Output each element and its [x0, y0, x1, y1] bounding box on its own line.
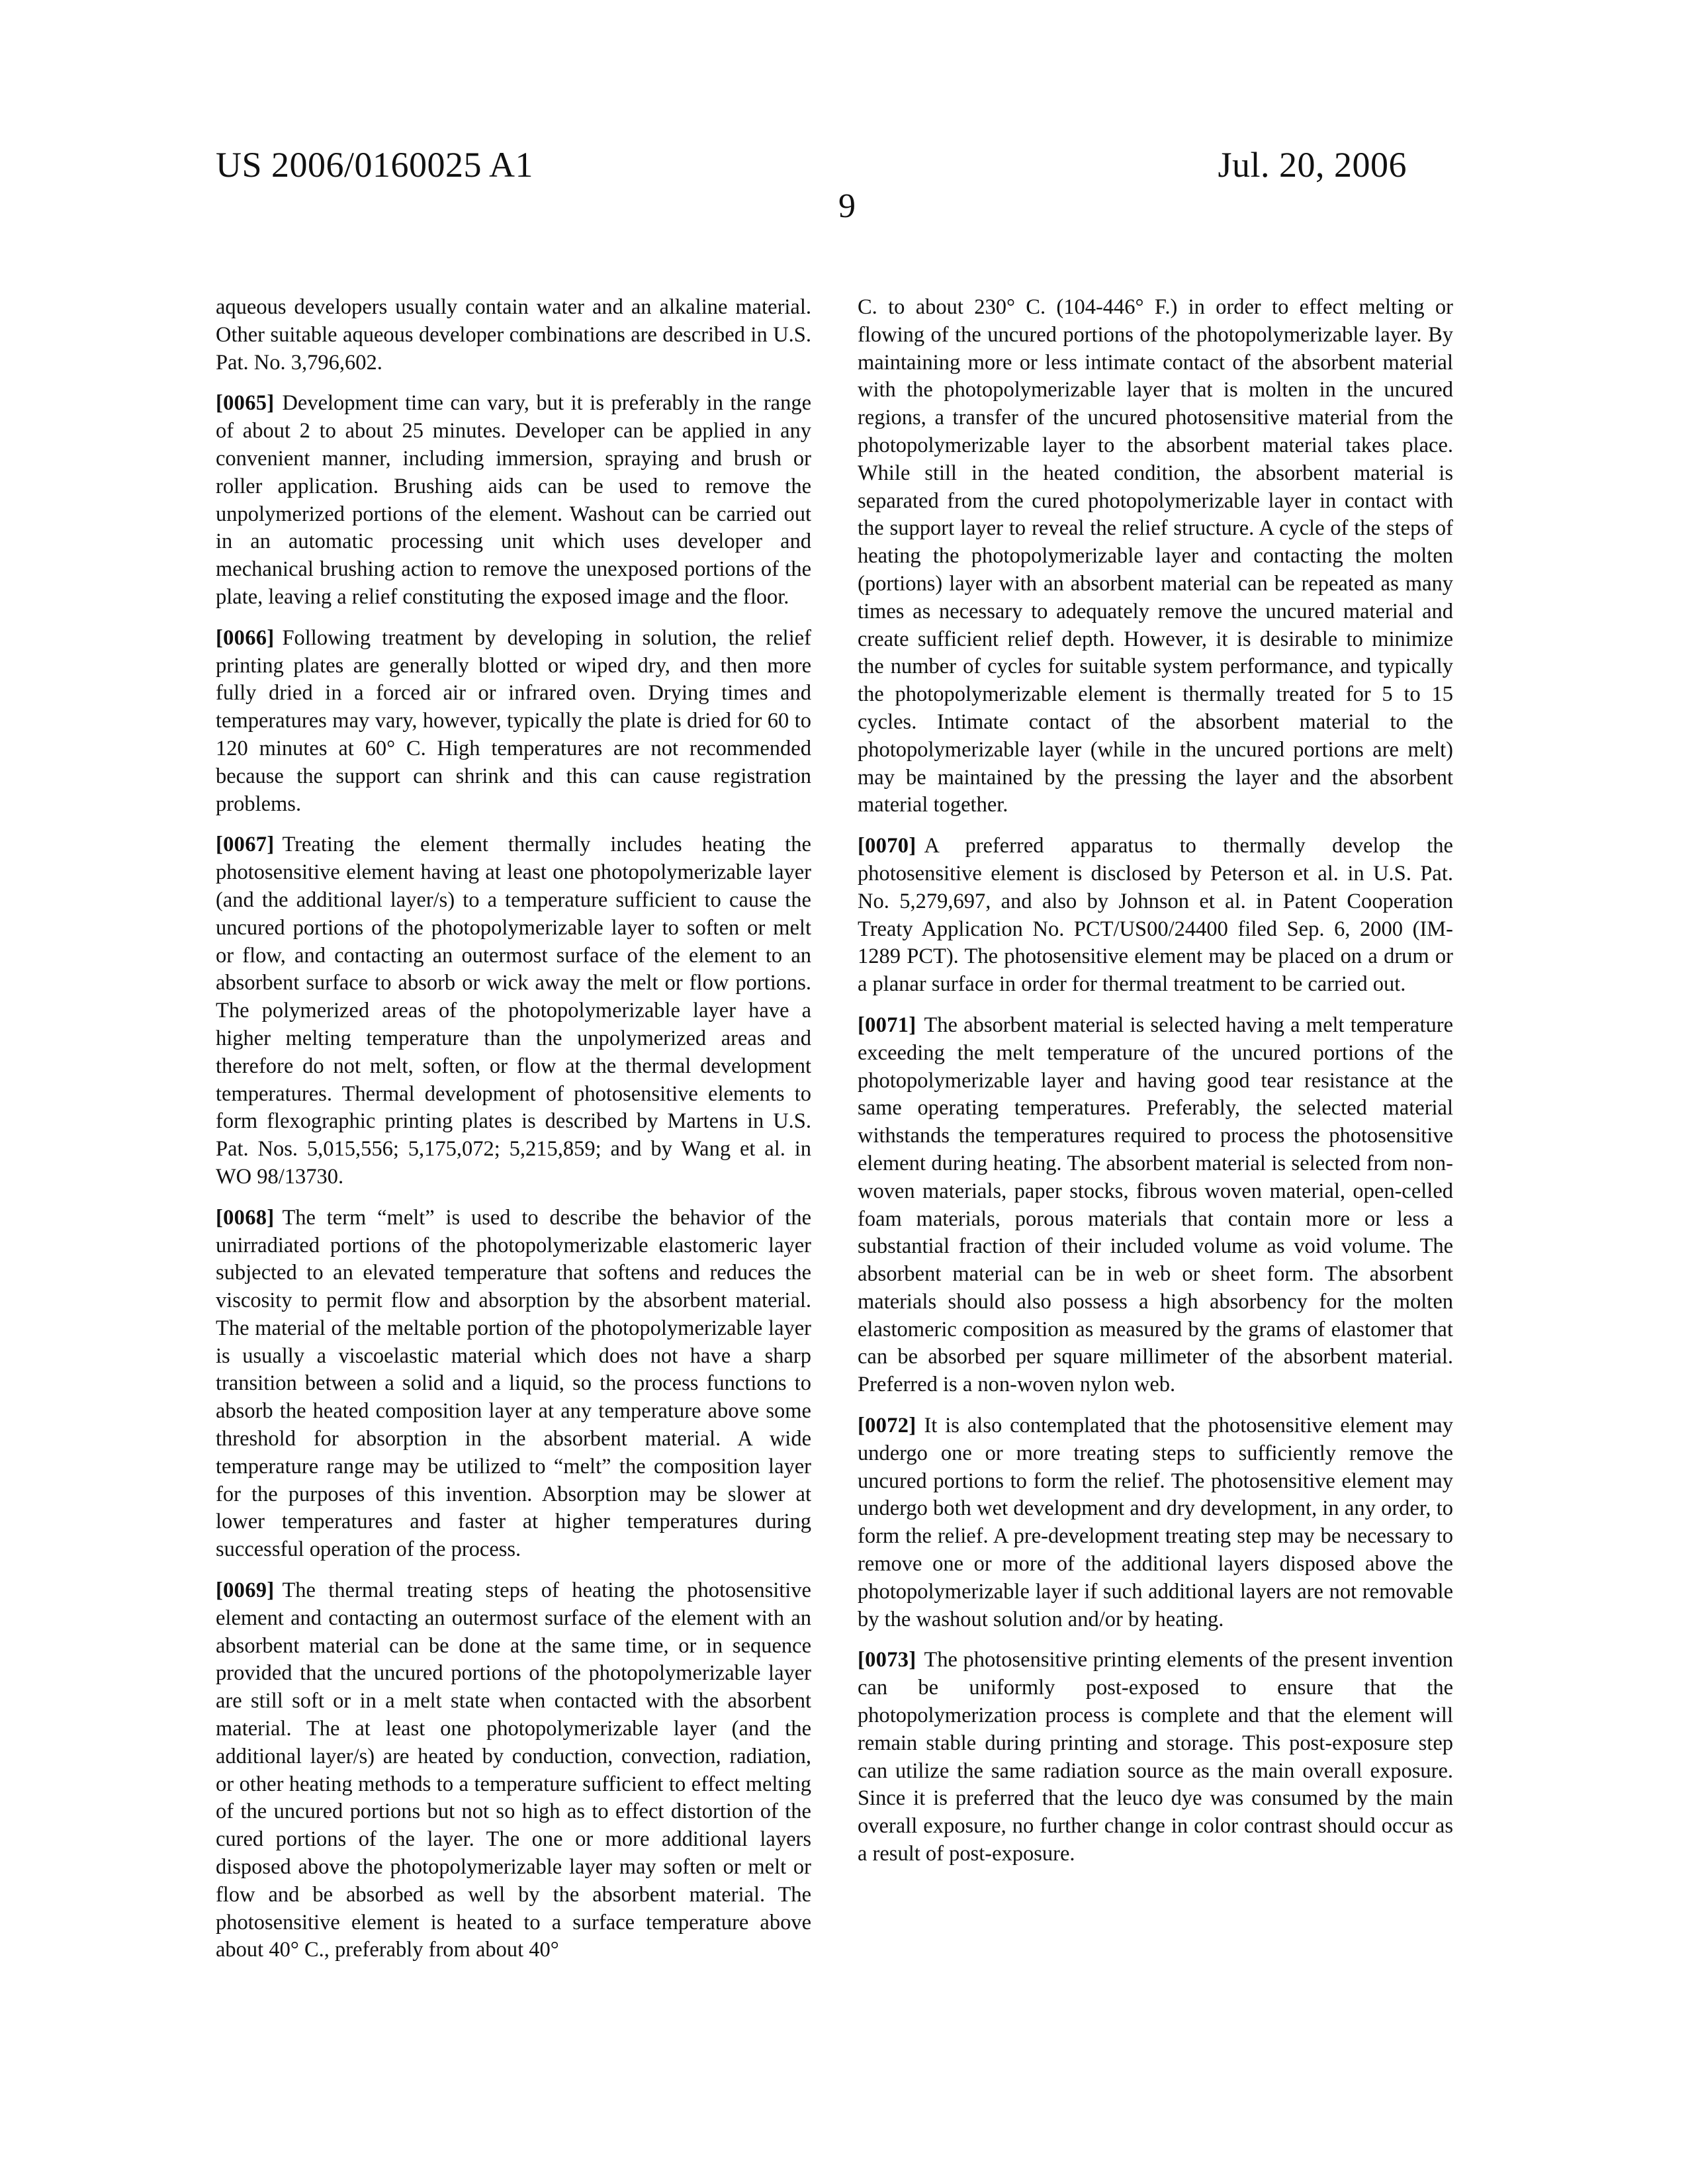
paragraph-0073 — [858, 1647, 1453, 1868]
paragraph-number: [0072] — [858, 1414, 916, 1437]
right-column — [858, 294, 1453, 1882]
publication-date: Jul. 20, 2006 — [1218, 144, 1407, 185]
paragraph-0072 — [858, 1412, 1453, 1633]
paragraph-number: [0071] — [858, 1013, 916, 1037]
paragraph-number: [0066] — [216, 626, 274, 650]
paragraph-0069 — [216, 1577, 811, 1964]
paragraph-text: The absorbent material is selected having a melt temperature exceeding the melt temperature of the uncured portions of the photopolymerizable layer and having good tear resistance at the same operating temperatures. Preferably, the selected material withstands the temperatures required to process the photosensitive element during heating. The absorbent material is selected from non-woven materials, paper stocks, fibrous woven material, open-celled foam materials, porous materials that contain more or less a substantial fraction of their included volume as void volume. The absorbent material can be in web or sheet form. The absorbent materials should also possess a high absorbency for the molten elastomeric composition as measured by the grams of elastomer that can be absorbed per square millimeter of the absorbent material. Preferred is a non-woven nylon web. — [858, 1013, 1453, 1396]
paragraph-text: aqueous developers usually contain water and an alkaline material. Other suitable aqueous developer combinations are described in U.S. Pat. No. 3,796,602. — [216, 295, 811, 375]
paragraph-number: [0068] — [216, 1206, 274, 1230]
paragraph-text: Following treatment by developing in solution, the relief printing plates are generally blotted or wiped dry, and then more fully dried in a forced air or infrared oven. Drying times and temperatures may vary, however, typically the plate is dried for 60 to 120 minutes at 60° C. High temperatures are not recommended because the support can shrink and this can cause registration problems. — [216, 626, 811, 816]
paragraph-number: [0067] — [216, 833, 274, 856]
paragraph-number: [0065] — [216, 391, 274, 415]
paragraph-number: [0073] — [858, 1648, 916, 1672]
paragraph-0068 — [216, 1205, 811, 1564]
paragraph-text: The photosensitive printing elements of the present invention can be uniformly post-exposed to ensure that the photopolymerization process is complete and that the element will remain stable during printing and storage. This post-exposure step can utilize the same radiation source as the main overall exposure. Since it is preferred that the leuco dye was consumed by the main overall exposure, no further change in color contrast should occur as a result of post-exposure. — [858, 1648, 1453, 1866]
paragraph-0065 — [216, 390, 811, 611]
paragraph-text: The thermal treating steps of heating the photosensitive element and contacting an outermost surface of the element with an absorbent material can be done at the same time, or in sequence provided that the uncured portions of the photopolymerizable layer are still soft or in a melt state when contacted with the absorbent material. The at least one photopolymerizable layer (and the additional layer/s) are heated by conduction, convection, radiation, or other heating methods to a temperature sufficient to effect melting of the uncured portions but not so high as to effect distortion of the cured portions of the layer. The one or more additional layers disposed above the photopolymerizable layer may soften or melt or flow and be absorbed as well by the absorbent material. The photosensitive element is heated to a surface temperature above about 40° C., preferably from about 40° — [216, 1578, 811, 1962]
paragraph-text: Treating the element thermally includes heating the photosensitive element having at least one photopolymerizable layer (and the additional layer/s) to a temperature sufficient to cause the uncured portions of the photopolymerizable layer to soften or melt or flow, and contacting an outermost surface of the element to an absorbent surface to absorb or wick away the melt or flow portions. The polymerized areas of the photopolymerizable layer have a higher melting temperature than the unpolymerized areas and therefore do not melt, soften, or flow at the thermal development temperatures. Thermal development of photosensitive elements to form flexographic printing plates is described by Martens in U.S. Pat. Nos. 5,015,556; 5,175,072; 5,215,859; and by Wang et al. in WO 98/13730. — [216, 833, 811, 1189]
paragraph-continuation-left — [216, 294, 811, 377]
paragraph-number: [0069] — [216, 1578, 274, 1602]
paragraph-0071 — [858, 1012, 1453, 1399]
paragraph-text: Development time can vary, but it is preferably in the range of about 2 to about 25 minutes. Developer can be applied in any convenient manner, including immersion, spraying and brush or roller application. Brushing aids can be used to remove the unpolymerized portions of the element. Washout can be carried out in an automatic processing unit which uses developer and mechanical brushing action to remove the unexposed portions of the plate, leaving a relief constituting the exposed image and the floor. — [216, 391, 811, 609]
paragraph-0067 — [216, 831, 811, 1191]
paragraph-text: A preferred apparatus to thermally develop the photosensitive element is disclosed by Peterson et al. in U.S. Pat. No. 5,279,697, and also by Johnson et al. in Patent Cooperation Treaty Application No. PCT/US00/24400 filed Sep. 6, 2000 (IM-1289 PCT). The photosensitive element may be placed on a drum or a planar surface in order for thermal treatment to be carried out. — [858, 834, 1453, 996]
paragraph-0066 — [216, 625, 811, 819]
paragraph-text: It is also contemplated that the photosensitive element may undergo one or more treating steps to sufficiently remove the uncured portions to form the relief. The photosensitive element may undergo both wet development and dry development, in any order, to form the relief. A pre-development treating step may be necessary to remove one or more of the additional layers disposed above the photopolymerizable layer if such additional layers are not removable by the washout solution and/or by heating. — [858, 1414, 1453, 1631]
paragraph-text: C. to about 230° C. (104-446° F.) in order to effect melting or flowing of the uncured portions of the photopolymerizable layer. By maintaining more or less intimate contact of the absorbent material with the photopolymerizable layer that is molten in the uncured regions, a transfer of the uncured photosensitive material from the photopolymerizable layer to the absorbent material takes place. While still in the heated condition, the absorbent material is separated from the cured photopolymerizable layer in contact with the support layer to reveal the relief structure. A cycle of the steps of heating the photopolymerizable layer and contacting the molten (portions) layer with an absorbent material can be repeated as many times as necessary to adequately remove the uncured material and create sufficient relief depth. However, it is desirable to minimize the number of cycles for suitable system performance, and typically the photopolymerizable element is thermally treated for 5 to 15 cycles. Intimate contact of the absorbent material to the photopolymerizable layer (while in the uncured portions are melt) may be maintained by the pressing the layer and the absorbent material together. — [858, 295, 1453, 817]
publication-number: US 2006/0160025 A1 — [216, 144, 533, 185]
paragraph-continuation-right — [858, 294, 1453, 819]
paragraph-number: [0070] — [858, 834, 916, 858]
page-number: 9 — [0, 187, 1694, 226]
paragraph-0070 — [858, 833, 1453, 999]
left-column — [216, 294, 811, 1978]
paragraph-text: The term “melt” is used to describe the behavior of the unirradiated portions of the photopolymerizable elastomeric layer subjected to an elevated temperature that softens and reduces the viscosity to permit flow and absorption by the absorbent material. The material of the meltable portion of the photopolymerizable layer is usually a viscoelastic material which does not have a sharp transition between a solid and a liquid, so the process functions to absorb the heated composition layer at any temperature above some threshold for absorption in the absorbent material. A wide temperature range may be utilized to “melt” the composition layer for the purposes of this invention. Absorption may be slower at lower temperatures and faster at higher temperatures during successful operation of the process. — [216, 1206, 811, 1562]
